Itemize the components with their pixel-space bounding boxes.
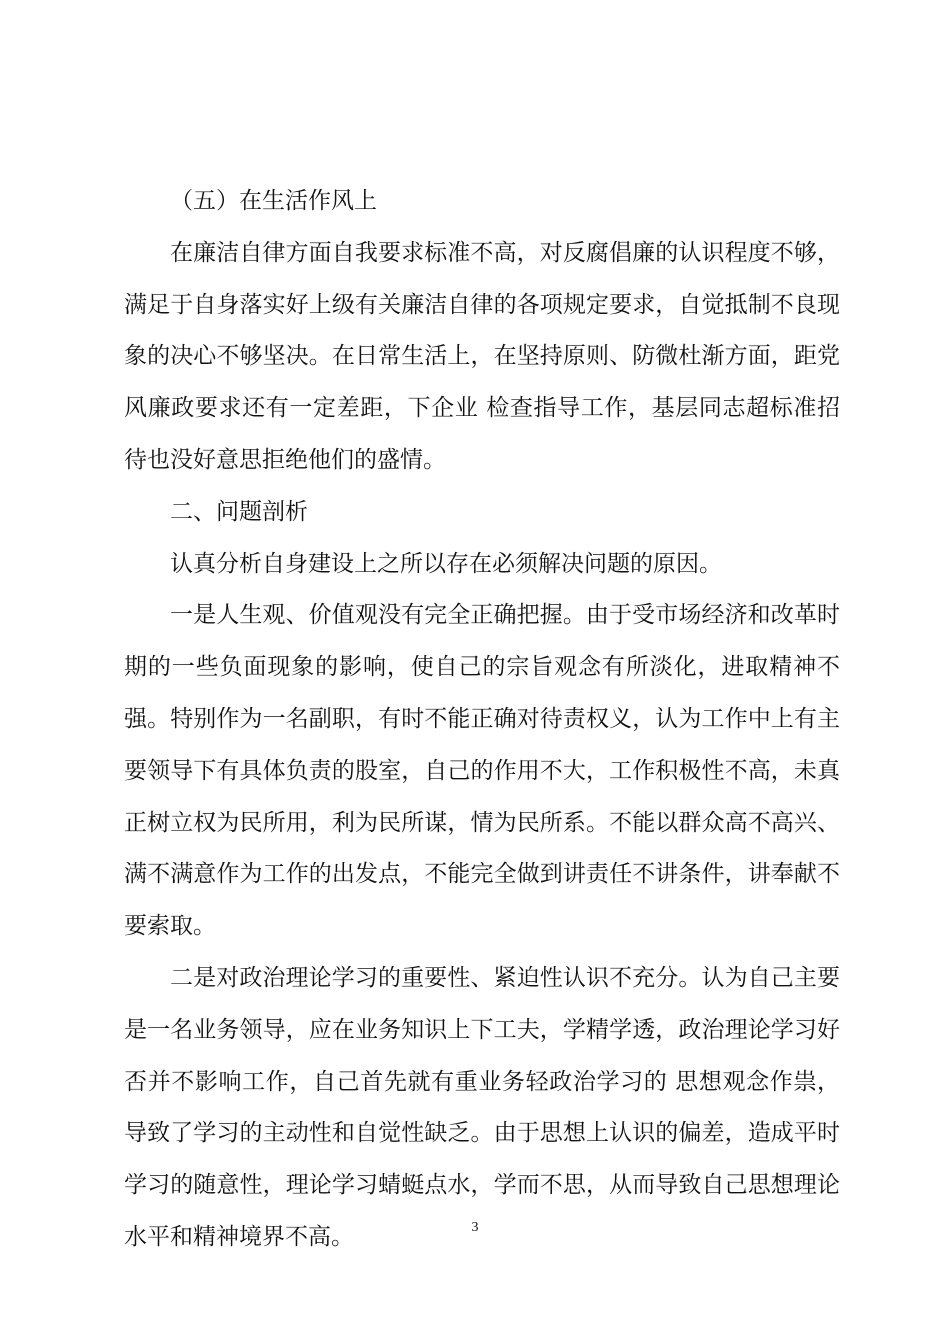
body-paragraph: 认真分析自身建设上之所以存在必须解决问题的原因。 xyxy=(170,550,722,577)
body-paragraph: 在廉洁自律方面自我要求标准不高，对反腐倡廉的认识程度不够，满足于自身落实好上级有关廉洁自律的各项规定要求，自觉抵制不良现象的决心不够坚决。在日常生活上，在坚持原则、防微杜渐方面，距党风廉政要求还有一定差距，下企业 检查指导工作，基层同志超标准招待也没好意思拒绝他们的盛情。 xyxy=(124,239,840,473)
document-body xyxy=(124,176,840,1264)
body-paragraph: 二是对政治理论学习的重要性、紧迫性认识不充分。认为自己主要是一名业务领导，应在业务知识上下工夫，学精学透，政治理论学习好否并不影响工作，自己首先就有重业务轻政治学习的 思想观念作祟，导致了学习的主动性和自觉性缺乏。由于思想上认识的偏差，造成平时学习的随意性，理论学习蜻蜓点水，学而不思，从而导致自己思想理论水平和精神境界不高。 xyxy=(124,964,840,1250)
section-heading-lifestyle: （五）在生活作风上 xyxy=(170,188,377,214)
page-number: 3 xyxy=(471,1220,479,1235)
section-heading-analysis: 二、问题剖析 xyxy=(170,498,308,525)
body-paragraph: 一是人生观、价值观没有完全正确把握。由于受市场经济和改革时期的一些负面现象的影响，使自己的宗旨观念有所淡化，进取精神不强。特别作为一名副职，有时不能正确对待责权义，认为工作中上有主要领导下有具体负责的股室，自己的作用不大，工作积极性不高，未真正树立权为民所用，利为民所谋，情为民所系。不能以群众高不高兴、满不满意作为工作的出发点，不能完全做到讲责任不讲条件，讲奉献不要索取。 xyxy=(124,602,840,940)
